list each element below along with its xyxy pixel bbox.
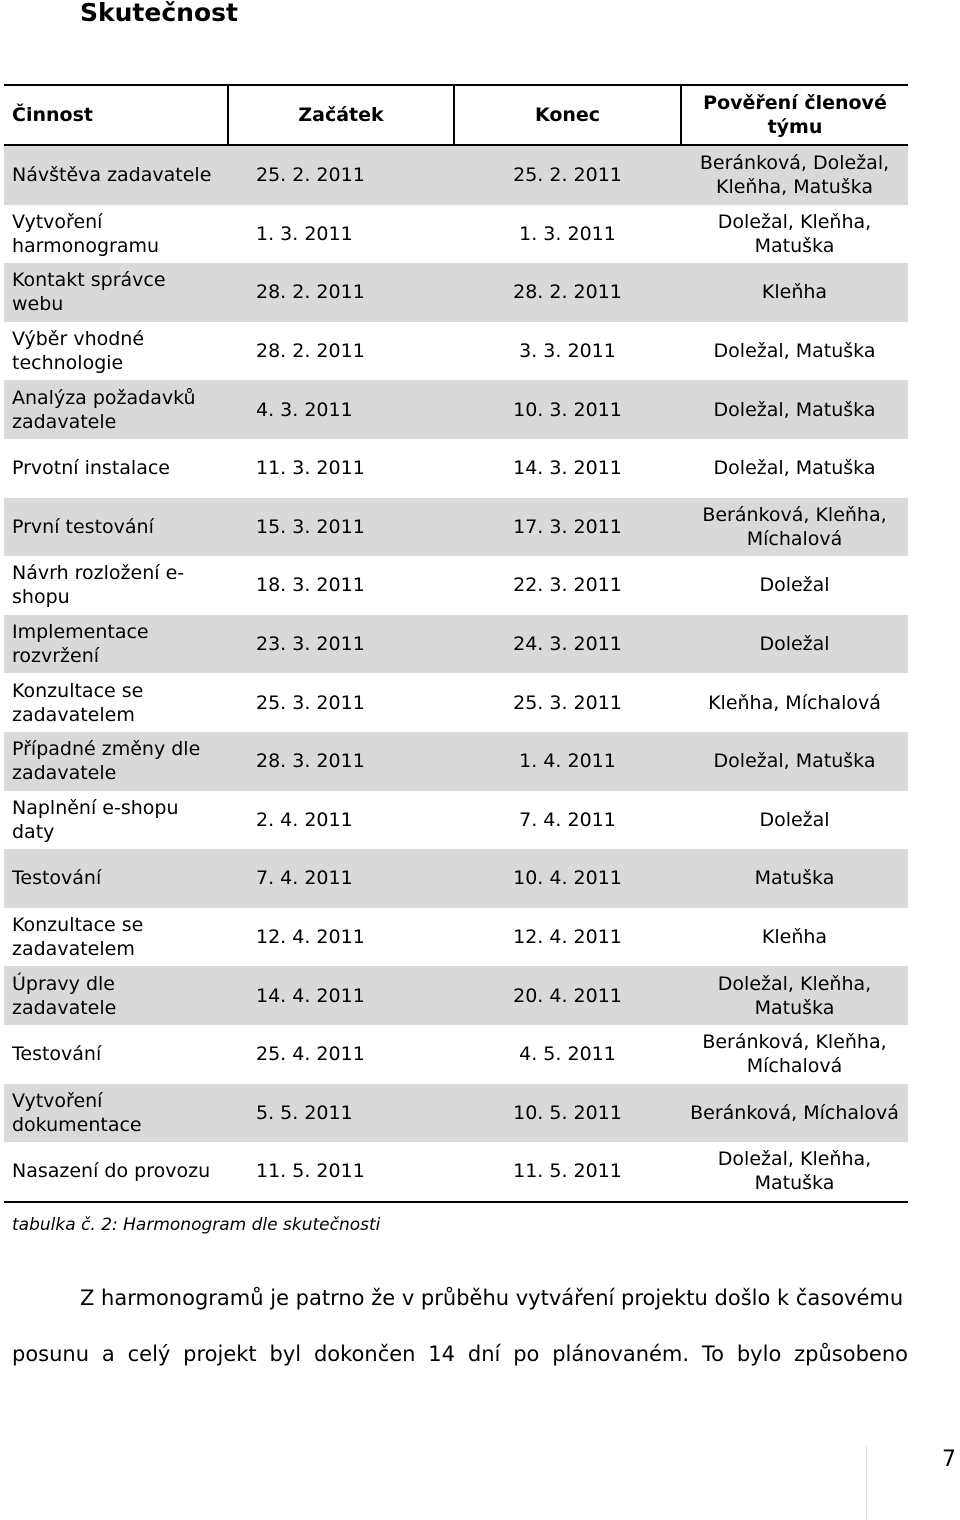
cell-start: 28. 3. 2011	[228, 732, 454, 791]
cell-activity: Návrh rozložení e-shopu	[12, 562, 185, 609]
cell-end: 1. 4. 2011	[454, 732, 681, 791]
cell-end: 24. 3. 2011	[454, 615, 681, 674]
table-row	[4, 732, 908, 791]
cell-end: 10. 3. 2011	[454, 380, 681, 439]
cell-end: 11. 5. 2011	[454, 1142, 681, 1202]
cell-start: 14. 4. 2011	[228, 966, 454, 1025]
table-body	[4, 145, 908, 1202]
table-row	[4, 849, 908, 908]
table-row	[4, 791, 908, 850]
cell-members: Beránková, Míchalová	[681, 1084, 908, 1143]
cell-end: 3. 3. 2011	[519, 340, 616, 363]
cell-members: Doležal, Matuška	[713, 457, 876, 480]
paragraph-line-2: posunu a celý projekt byl dokončen 14 dní po plánovaném. To bylo způsobeno	[12, 1342, 908, 1366]
table-row	[4, 615, 908, 674]
cell-start: 28. 2. 2011	[228, 263, 454, 322]
cell-members: Kleňha	[681, 263, 908, 322]
paragraph-line-1: Z harmonogramů je patrno že v průběhu vytváření projektu došlo k časovému	[80, 1286, 904, 1310]
cell-end: 1. 3. 2011	[519, 222, 616, 245]
table-row	[4, 322, 908, 381]
cell-start: 25. 2. 2011	[228, 145, 454, 205]
cell-members: Doležal, Matuška	[681, 380, 908, 439]
cell-activity: Nasazení do provozu	[4, 1142, 228, 1202]
table-row	[4, 1025, 908, 1084]
table-row	[4, 1084, 908, 1143]
table-caption: tabulka č. 2: Harmonogram dle skutečnosti	[12, 1215, 381, 1235]
cell-end: 28. 2. 2011	[454, 263, 681, 322]
cell-start: 4. 3. 2011	[228, 380, 454, 439]
table-row	[4, 205, 908, 264]
cell-end: 10. 5. 2011	[454, 1084, 681, 1143]
cell-members: Beránková, Kleňha, Míchalová	[702, 1031, 887, 1078]
cell-members: Doležal	[681, 615, 908, 674]
cell-activity: Návštěva zadavatele	[4, 145, 228, 205]
cell-activity: První testování	[4, 498, 228, 557]
cell-end: 20. 4. 2011	[454, 966, 681, 1025]
cell-activity: Případné změny dle zadavatele	[4, 732, 228, 791]
cell-activity: Úpravy dle zadavatele	[4, 966, 228, 1025]
table-row	[4, 556, 908, 615]
cell-end: 7. 4. 2011	[519, 808, 616, 831]
header-start: Začátek	[228, 85, 454, 145]
margin-divider	[866, 1446, 867, 1520]
cell-start: 15. 3. 2011	[228, 498, 454, 557]
cell-activity: Testování	[12, 1043, 102, 1066]
cell-members: Doležal, Kleňha, Matuška	[717, 210, 872, 257]
cell-activity: Kontakt správce webu	[4, 263, 228, 322]
table-header-row	[4, 85, 908, 145]
cell-activity: Výběr vhodné technologie	[12, 328, 145, 375]
header-activity: Činnost	[4, 85, 228, 145]
header-members: Pověření členové týmu	[681, 85, 908, 145]
cell-end: 25. 2. 2011	[454, 145, 681, 205]
cell-start: 11. 3. 2011	[256, 457, 365, 480]
cell-start: 18. 3. 2011	[256, 574, 365, 597]
cell-members: Doležal, Kleňha, Matuška	[681, 1142, 908, 1202]
table-row	[4, 908, 908, 967]
cell-end: 17. 3. 2011	[454, 498, 681, 557]
cell-members: Beránková, Doležal, Kleňha, Matuška	[681, 145, 908, 205]
cell-start: 23. 3. 2011	[228, 615, 454, 674]
cell-start: 12. 4. 2011	[256, 926, 365, 949]
cell-members: Doležal, Matuška	[713, 340, 876, 363]
cell-members: Kleňha, Míchalová	[708, 691, 881, 714]
page-number: 7	[942, 1447, 956, 1472]
cell-members: Matuška	[681, 849, 908, 908]
cell-activity: Konzultace se zadavatelem	[12, 679, 144, 726]
cell-activity: Naplnění e-shopu daty	[12, 796, 179, 843]
cell-activity: Konzultace se zadavatelem	[12, 914, 144, 961]
table-row	[4, 263, 908, 322]
table-row	[4, 966, 908, 1025]
table-row	[4, 380, 908, 439]
cell-members: Doležal, Matuška	[681, 732, 908, 791]
cell-members: Doležal	[759, 808, 830, 831]
cell-activity: Implementace rozvržení	[4, 615, 228, 674]
cell-end: 14. 3. 2011	[513, 457, 622, 480]
table-row	[4, 498, 908, 557]
cell-start: 25. 3. 2011	[256, 691, 365, 714]
schedule-table	[4, 84, 908, 1203]
cell-start: 2. 4. 2011	[256, 808, 353, 831]
cell-end: 22. 3. 2011	[513, 574, 622, 597]
cell-end: 12. 4. 2011	[513, 926, 622, 949]
cell-members: Kleňha	[761, 926, 828, 949]
table-row	[4, 1142, 908, 1202]
cell-start: 5. 5. 2011	[228, 1084, 454, 1143]
cell-activity: Vytvoření dokumentace	[4, 1084, 228, 1143]
cell-start: 25. 4. 2011	[256, 1043, 365, 1066]
cell-activity: Analýza požadavků zadavatele	[4, 380, 228, 439]
table-row	[4, 673, 908, 732]
header-end: Konec	[454, 85, 681, 145]
table-row	[4, 145, 908, 205]
cell-activity: Prvotní instalace	[12, 457, 170, 480]
cell-start: 7. 4. 2011	[228, 849, 454, 908]
cell-members: Beránková, Kleňha, Míchalová	[681, 498, 908, 557]
section-heading: Skutečnost	[80, 0, 238, 27]
cell-start: 28. 2. 2011	[256, 340, 365, 363]
cell-end: 10. 4. 2011	[454, 849, 681, 908]
cell-end: 25. 3. 2011	[513, 691, 622, 714]
cell-activity: Vytvoření harmonogramu	[12, 210, 160, 257]
cell-end: 4. 5. 2011	[519, 1043, 616, 1066]
cell-activity: Testování	[4, 849, 228, 908]
table-row	[4, 439, 908, 498]
cell-members: Doležal, Kleňha, Matuška	[681, 966, 908, 1025]
cell-members: Doležal	[759, 574, 830, 597]
cell-start: 1. 3. 2011	[256, 222, 353, 245]
cell-start: 11. 5. 2011	[228, 1142, 454, 1202]
